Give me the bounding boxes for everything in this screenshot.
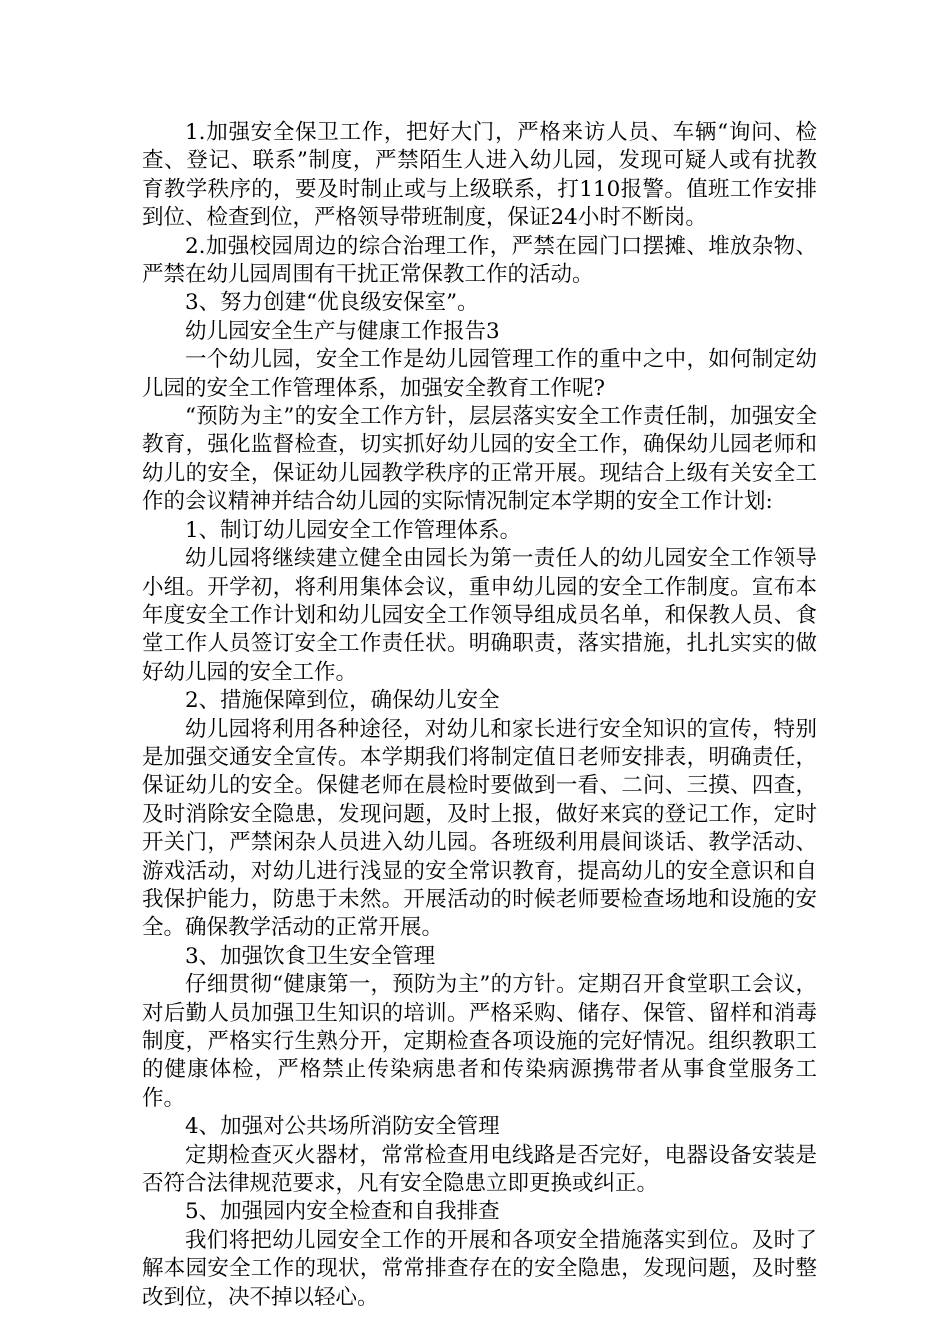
section-heading-measures: 2、措施保障到位，确保幼儿安全 xyxy=(185,688,500,714)
paragraph-measures: 幼儿园将利用各种途径，对幼儿和家长进行安全知识的宣传，特别是加强交通安全宣传。本学期我们将制定值日老师安排表，明确责任，保证幼儿的安全。保健老师在晨检时要做到一看、二问、三摸、四查，及时消除安全隐患，发现问题，及时上报，做好来宾的登记工作，定时开关门，严禁闲杂人员进入幼儿园。各班级利用晨间谈话、教学活动、游戏活动，对幼儿进行浅显的安全常识教育，提高幼儿的安全意识和自我保护能力，防患于未然。开展活动的时候老师要检查场地和设施的安全。确保教学活动的正常开展。 xyxy=(142,716,817,941)
paragraph-security-room: 3、努力创建“优良级安保室”。 xyxy=(185,290,479,316)
report-heading: 幼儿园安全生产与健康工作报告3 xyxy=(185,318,500,344)
paragraph-campus-surroundings: 2.加强校园周边的综合治理工作，严禁在园门口摆摊、堆放杂物、严禁在幼儿园周围有干扰正常保教工作的活动。 xyxy=(142,233,817,288)
section-heading-fire-safety: 4、加强对公共场所消防安全管理 xyxy=(185,1114,500,1140)
section-heading-management-system: 1、制订幼儿园安全工作管理体系。 xyxy=(185,517,522,543)
paragraph-inspection: 我们将把幼儿园安全工作的开展和各项安全措施落实到位。及时了解本园安全工作的现状，常常排查存在的安全隐患，发现问题，及时整改到位，决不掉以轻心。 xyxy=(142,1227,817,1310)
paragraph-fire-safety: 定期检查灭火器材，常常检查用电线路是否完好，电器设备安装是否符合法律规范要求，凡有安全隐患立即更换或纠正。 xyxy=(142,1142,817,1197)
section-heading-inspection: 5、加强园内安全检查和自我排查 xyxy=(185,1199,500,1225)
paragraph-security-guard: 1.加强安全保卫工作，把好大门，严格来访人员、车辆“询问、检查、登记、联系”制度，严禁陌生人进入幼儿园，发现可疑人或有扰教育教学秩序的，要及时制止或与上级联系，打110报警。值班工作安排到位、检查到位，严格领导带班制度，保证24小时不断岗。 xyxy=(142,120,817,231)
paragraph-management-system: 幼儿园将继续建立健全由园长为第一责任人的幼儿园安全工作领导小组。开学初，将利用集体会议，重申幼儿园的安全工作制度。宣布本年度安全工作计划和幼儿园安全工作领导组成员名单，和保教人员、食堂工作人员签订安全工作责任状。明确职责，落实措施，扎扎实实的做好幼儿园的安全工作。 xyxy=(142,546,817,685)
paragraph-intro: 一个幼儿园，安全工作是幼儿园管理工作的重中之中，如何制定幼儿园的安全工作管理体系，加强安全教育工作呢? xyxy=(142,347,817,401)
paragraph-prevention-policy: “预防为主”的安全工作方针，层层落实安全工作责任制，加强安全教育，强化监督检查，切实抓好幼儿园的安全工作，确保幼儿园老师和幼儿的安全，保证幼儿园教学秩序的正常开展。现结合上级有关安全工作的会议精神并结合幼儿园的实际情况制定本学期的安全工作计划: xyxy=(142,404,817,515)
section-heading-food-hygiene: 3、加强饮食卫生安全管理 xyxy=(185,943,436,969)
document-body xyxy=(142,119,817,1312)
paragraph-food-hygiene: 仔细贯彻“健康第一，预防为主”的方针。定期召开食堂职工会议，对后勤人员加强卫生知识的培训。严格采购、储存、保管、留样和消毒制度，严格实行生熟分开，定期检查各项设施的完好情况。组织教职工的健康体检，严格禁止传染病患者和传染病源携带者从事食堂服务工作。 xyxy=(142,972,817,1111)
